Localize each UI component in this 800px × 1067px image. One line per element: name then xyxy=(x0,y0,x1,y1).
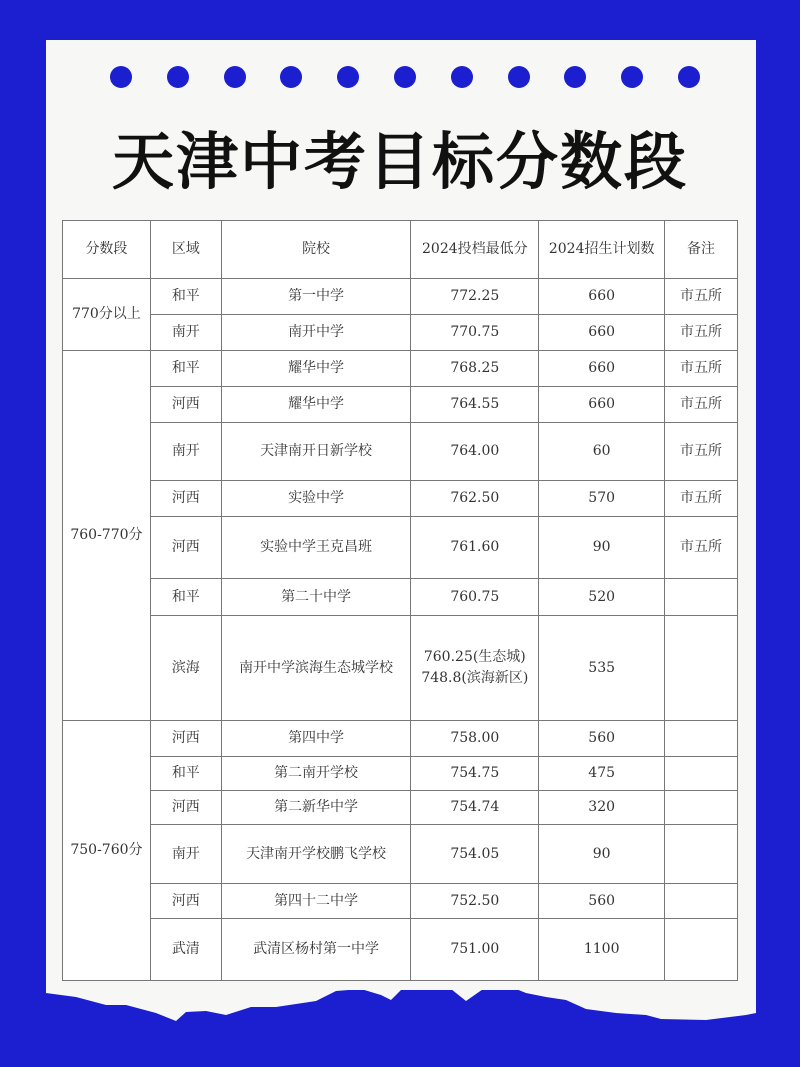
district-cell: 河西 xyxy=(150,517,221,579)
table-row xyxy=(63,757,738,791)
note-cell: 市五所 xyxy=(665,423,738,481)
score-cell: 761.60 xyxy=(411,517,539,579)
table-row xyxy=(63,279,738,315)
school-cell: 实验中学 xyxy=(221,481,411,517)
hole-icon xyxy=(451,66,473,88)
school-cell: 南开中学 xyxy=(221,315,411,351)
school-cell: 第二南开学校 xyxy=(221,757,411,791)
table-row xyxy=(63,579,738,616)
hole-icon xyxy=(678,66,700,88)
hole-icon xyxy=(167,66,189,88)
table-row xyxy=(63,481,738,517)
table-row xyxy=(63,517,738,579)
hole-icon xyxy=(280,66,302,88)
score-cell: 764.00 xyxy=(411,423,539,481)
header-note: 备注 xyxy=(665,221,738,279)
note-cell: 市五所 xyxy=(665,279,738,315)
plan-cell: 560 xyxy=(539,721,665,757)
score-cell: 754.74 xyxy=(411,791,539,825)
note-cell xyxy=(665,884,738,919)
district-cell: 和平 xyxy=(150,757,221,791)
score-cell: 754.75 xyxy=(411,757,539,791)
plan-cell: 570 xyxy=(539,481,665,517)
table-row xyxy=(63,315,738,351)
table-row xyxy=(63,884,738,919)
score-cell xyxy=(411,616,539,721)
score-range-cell: 760-770分 xyxy=(63,351,151,721)
score-line: 748.8(滨海新区) xyxy=(421,670,529,686)
header-plan: 2024招生计划数 xyxy=(539,221,665,279)
school-cell: 第二十中学 xyxy=(221,579,411,616)
note-cell xyxy=(665,825,738,884)
hole-icon xyxy=(394,66,416,88)
plan-cell: 520 xyxy=(539,579,665,616)
district-cell: 南开 xyxy=(150,423,221,481)
school-cell: 南开中学滨海生态城学校 xyxy=(221,616,411,721)
district-cell: 南开 xyxy=(150,825,221,884)
table-row xyxy=(63,351,738,387)
note-cell: 市五所 xyxy=(665,315,738,351)
table-row xyxy=(63,387,738,423)
note-cell: 市五所 xyxy=(665,387,738,423)
district-cell: 和平 xyxy=(150,579,221,616)
header-score: 2024投档最低分 xyxy=(411,221,539,279)
hole-icon xyxy=(621,66,643,88)
district-cell: 河西 xyxy=(150,387,221,423)
school-cell: 天津南开日新学校 xyxy=(221,423,411,481)
school-cell: 实验中学王克昌班 xyxy=(221,517,411,579)
score-range-cell: 770分以上 xyxy=(63,279,151,351)
district-cell: 武清 xyxy=(150,919,221,981)
plan-cell: 660 xyxy=(539,279,665,315)
plan-cell: 535 xyxy=(539,616,665,721)
note-cell xyxy=(665,919,738,981)
table-header-row xyxy=(63,221,738,279)
school-cell: 武清区杨村第一中学 xyxy=(221,919,411,981)
score-table xyxy=(62,220,738,981)
district-cell: 和平 xyxy=(150,351,221,387)
score-cell: 762.50 xyxy=(411,481,539,517)
plan-cell: 320 xyxy=(539,791,665,825)
plan-cell: 660 xyxy=(539,315,665,351)
hole-icon xyxy=(508,66,530,88)
plan-cell: 660 xyxy=(539,387,665,423)
hole-icon xyxy=(224,66,246,88)
note-cell xyxy=(665,721,738,757)
note-cell: 市五所 xyxy=(665,351,738,387)
table-row xyxy=(63,616,738,721)
table-row xyxy=(63,825,738,884)
school-cell: 耀华中学 xyxy=(221,351,411,387)
school-cell: 第四十二中学 xyxy=(221,884,411,919)
score-range-cell: 750-760分 xyxy=(63,721,151,981)
note-cell: 市五所 xyxy=(665,517,738,579)
hole-icon xyxy=(110,66,132,88)
binder-holes xyxy=(110,66,700,88)
district-cell: 和平 xyxy=(150,279,221,315)
school-cell: 第一中学 xyxy=(221,279,411,315)
hole-icon xyxy=(564,66,586,88)
score-line: 760.25(生态城) xyxy=(423,649,526,665)
school-cell: 耀华中学 xyxy=(221,387,411,423)
table-row xyxy=(63,919,738,981)
plan-cell: 475 xyxy=(539,757,665,791)
district-cell: 河西 xyxy=(150,721,221,757)
plan-cell: 1100 xyxy=(539,919,665,981)
score-cell: 764.55 xyxy=(411,387,539,423)
note-cell xyxy=(665,757,738,791)
score-cell: 752.50 xyxy=(411,884,539,919)
score-cell: 760.75 xyxy=(411,579,539,616)
district-cell: 河西 xyxy=(150,791,221,825)
plan-cell: 60 xyxy=(539,423,665,481)
note-cell xyxy=(665,616,738,721)
note-cell xyxy=(665,579,738,616)
header-range: 分数段 xyxy=(63,221,151,279)
plan-cell: 90 xyxy=(539,825,665,884)
district-cell: 滨海 xyxy=(150,616,221,721)
plan-cell: 90 xyxy=(539,517,665,579)
school-cell: 第二新华中学 xyxy=(221,791,411,825)
page-title: 天津中考目标分数段 xyxy=(111,125,688,198)
score-cell: 751.00 xyxy=(411,919,539,981)
district-cell: 河西 xyxy=(150,884,221,919)
district-cell: 河西 xyxy=(150,481,221,517)
score-cell: 758.00 xyxy=(411,721,539,757)
note-cell xyxy=(665,791,738,825)
district-cell: 南开 xyxy=(150,315,221,351)
table-row xyxy=(63,721,738,757)
header-school: 院校 xyxy=(221,221,411,279)
school-cell: 天津南开学校鹏飞学校 xyxy=(221,825,411,884)
school-cell: 第四中学 xyxy=(221,721,411,757)
note-cell: 市五所 xyxy=(665,481,738,517)
table-row xyxy=(63,423,738,481)
score-cell: 768.25 xyxy=(411,351,539,387)
plan-cell: 560 xyxy=(539,884,665,919)
hole-icon xyxy=(337,66,359,88)
score-cell: 772.25 xyxy=(411,279,539,315)
plan-cell: 660 xyxy=(539,351,665,387)
score-cell: 770.75 xyxy=(411,315,539,351)
torn-paper-edge xyxy=(46,985,756,1035)
table-row xyxy=(63,791,738,825)
header-district: 区域 xyxy=(150,221,221,279)
score-cell: 754.05 xyxy=(411,825,539,884)
